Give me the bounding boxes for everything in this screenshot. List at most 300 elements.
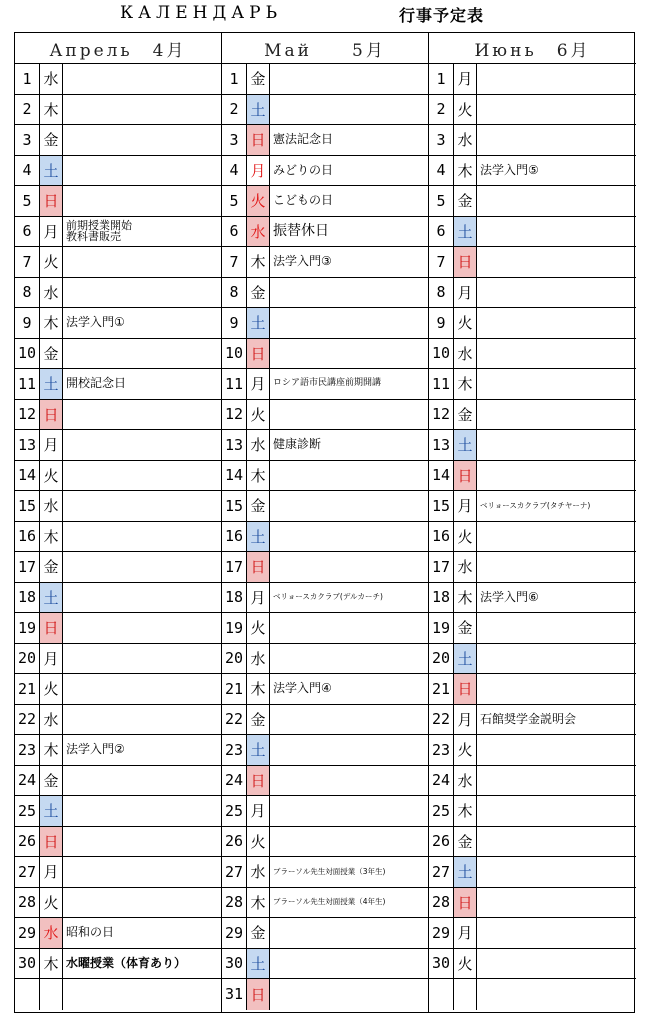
day-number: 3: [222, 125, 247, 155]
weekday: 月: [40, 857, 63, 887]
event-text: [63, 156, 221, 186]
calendar-row: [15, 369, 221, 400]
calendar-row: [429, 796, 636, 827]
weekday: 土: [247, 95, 270, 125]
day-number: 22: [15, 705, 40, 735]
weekday: 金: [454, 827, 477, 857]
day-number: 10: [429, 339, 454, 369]
calendar-row: [429, 674, 636, 705]
calendar-row: [15, 217, 221, 248]
day-number: 29: [429, 918, 454, 948]
event-text: [477, 644, 636, 674]
day-number: 23: [429, 735, 454, 765]
calendar-row: [222, 613, 428, 644]
event-text: [63, 278, 221, 308]
calendar-row: [15, 400, 221, 431]
weekday: 土: [454, 430, 477, 460]
event-text: [477, 796, 636, 826]
event-text: [477, 461, 636, 491]
weekday: 火: [454, 949, 477, 979]
event-text: [477, 979, 636, 1010]
day-number: 4: [222, 156, 247, 186]
weekday: 火: [454, 95, 477, 125]
day-number: 11: [222, 369, 247, 399]
day-number: 15: [15, 491, 40, 521]
event-text: [477, 949, 636, 979]
day-number: 28: [15, 888, 40, 918]
calendar-row: [15, 735, 221, 766]
calendar-row: [429, 186, 636, 217]
calendar-row: [222, 64, 428, 95]
calendar-row: [222, 217, 428, 248]
weekday: 日: [247, 979, 270, 1010]
day-number: 20: [429, 644, 454, 674]
weekday: 火: [454, 308, 477, 338]
event-text: 健康診断: [273, 437, 322, 452]
title-japanese: 行事予定表: [399, 6, 485, 25]
event-text: 憲法記念日: [273, 132, 334, 147]
calendar-row: [222, 461, 428, 492]
calendar-row: [429, 278, 636, 309]
calendar-row: [222, 369, 428, 400]
calendar-row: [222, 705, 428, 736]
weekday: 土: [454, 857, 477, 887]
calendar-row: [429, 918, 636, 949]
calendar-row: [429, 64, 636, 95]
day-number: 16: [222, 522, 247, 552]
day-number: 4: [429, 156, 454, 186]
weekday: [454, 979, 477, 1010]
day-number: 28: [429, 888, 454, 918]
event-text: 石館奨学金説明会: [480, 711, 577, 726]
day-number: 30: [15, 949, 40, 979]
calendar-row: [222, 888, 428, 919]
event-text: [270, 522, 428, 552]
calendar-row: [15, 674, 221, 705]
day-number: 24: [429, 766, 454, 796]
event-text: 法学入門①: [66, 315, 125, 330]
event-text: [270, 400, 428, 430]
weekday: 月: [454, 705, 477, 735]
day-number: 4: [15, 156, 40, 186]
event-text: [477, 217, 636, 247]
day-number: 8: [429, 278, 454, 308]
weekday: 日: [40, 400, 63, 430]
weekday: 土: [247, 735, 270, 765]
day-number: 8: [15, 278, 40, 308]
weekday: 木: [247, 461, 270, 491]
weekday: 火: [247, 827, 270, 857]
weekday: 木: [40, 522, 63, 552]
day-number: 14: [15, 461, 40, 491]
event-text: 開校記念日: [66, 376, 127, 391]
day-number: 16: [15, 522, 40, 552]
day-number: 28: [222, 888, 247, 918]
day-number: 12: [15, 400, 40, 430]
weekday: 月: [454, 491, 477, 521]
calendar-row: [15, 247, 221, 278]
event-text: [63, 796, 221, 826]
calendar-row: [15, 64, 221, 95]
event-text: ベリョースカクラブ(タチヤーナ): [480, 500, 591, 510]
day-number: 19: [222, 613, 247, 643]
day-number: 30: [429, 949, 454, 979]
day-number: 9: [222, 308, 247, 338]
calendar-row: [15, 857, 221, 888]
title-russian: КАЛЕНДАРЬ: [120, 3, 283, 23]
day-number: 19: [429, 613, 454, 643]
event-text: [63, 583, 221, 613]
event-text: [477, 64, 636, 94]
event-text: [63, 552, 221, 582]
weekday: 木: [40, 95, 63, 125]
calendar-row: [429, 369, 636, 400]
event-text: [477, 125, 636, 155]
weekday: 水: [247, 430, 270, 460]
day-number: 3: [15, 125, 40, 155]
month-may: [221, 33, 428, 1012]
weekday: 金: [40, 766, 63, 796]
calendar-row: [15, 796, 221, 827]
event-text: [63, 522, 221, 552]
weekday: 月: [247, 156, 270, 186]
day-number: 25: [15, 796, 40, 826]
event-text: [63, 64, 221, 94]
calendar-row: [222, 796, 428, 827]
event-text: [63, 339, 221, 369]
event-text: [477, 674, 636, 704]
calendar-row: [429, 156, 636, 187]
day-number: 25: [222, 796, 247, 826]
event-text: [477, 247, 636, 277]
calendar-row: [429, 217, 636, 248]
event-text: 法学入門⑤: [480, 162, 539, 177]
calendar-row: [222, 247, 428, 278]
event-text: [477, 369, 636, 399]
day-number: 7: [429, 247, 454, 277]
calendar-row: [15, 613, 221, 644]
day-number: 21: [222, 674, 247, 704]
day-number: 29: [222, 918, 247, 948]
weekday: 火: [454, 522, 477, 552]
weekday: 日: [40, 613, 63, 643]
day-number: [429, 979, 454, 1010]
weekday: 水: [454, 339, 477, 369]
weekday: 木: [40, 308, 63, 338]
day-number: 31: [222, 979, 247, 1010]
weekday: 金: [40, 125, 63, 155]
weekday: 月: [247, 583, 270, 613]
day-number: 13: [15, 430, 40, 460]
event-text: [270, 979, 428, 1010]
event-text: [270, 491, 428, 521]
weekday: 土: [40, 156, 63, 186]
calendar-table: [14, 32, 635, 1013]
calendar-row: [15, 461, 221, 492]
event-text: [63, 613, 221, 643]
event-text: [270, 278, 428, 308]
day-number: 2: [429, 95, 454, 125]
event-text: [270, 918, 428, 948]
event-text: みどりの日: [273, 162, 334, 177]
calendar-row: [429, 705, 636, 736]
calendar-row: [222, 918, 428, 949]
calendar-row: [15, 186, 221, 217]
event-text: [477, 918, 636, 948]
day-number: 2: [15, 95, 40, 125]
day-number: 15: [222, 491, 247, 521]
weekday: [40, 979, 63, 1010]
weekday: 日: [247, 339, 270, 369]
event-text: [63, 491, 221, 521]
weekday: 火: [40, 247, 63, 277]
event-line: 前期授業開始: [66, 218, 132, 232]
weekday: 日: [454, 888, 477, 918]
calendar-row: [429, 125, 636, 156]
weekday: 月: [454, 278, 477, 308]
day-number: 14: [429, 461, 454, 491]
weekday: 木: [454, 369, 477, 399]
day-number: 9: [429, 308, 454, 338]
event-text: ロシア語市民講座前期開講: [273, 378, 382, 389]
weekday: 月: [40, 217, 63, 247]
calendar-row: [222, 400, 428, 431]
calendar-row: [222, 827, 428, 858]
day-number: 20: [15, 644, 40, 674]
day-number: 3: [429, 125, 454, 155]
weekday: 土: [247, 522, 270, 552]
day-number: 5: [429, 186, 454, 216]
weekday: 土: [40, 369, 63, 399]
event-text: [477, 552, 636, 582]
day-number: 7: [222, 247, 247, 277]
calendar-row: [429, 827, 636, 858]
calendar-row: [429, 308, 636, 339]
day-number: 17: [15, 552, 40, 582]
event-text: 昭和の日: [66, 925, 115, 940]
weekday: 水: [247, 857, 270, 887]
weekday: 金: [247, 64, 270, 94]
calendar-row: [15, 644, 221, 675]
calendar-row: [429, 95, 636, 126]
weekday: 火: [247, 400, 270, 430]
calendar-row: [15, 491, 221, 522]
calendar-row: [222, 339, 428, 370]
day-number: 18: [429, 583, 454, 613]
weekday: 金: [247, 918, 270, 948]
weekday: 月: [454, 64, 477, 94]
day-number: 10: [222, 339, 247, 369]
calendar-row: [429, 583, 636, 614]
weekday: 水: [40, 278, 63, 308]
weekday: 土: [454, 217, 477, 247]
weekday: 火: [454, 735, 477, 765]
weekday: 水: [247, 217, 270, 247]
calendar-row: [15, 583, 221, 614]
event-text: 法学入門②: [66, 742, 125, 757]
weekday: 水: [454, 766, 477, 796]
weekday: 水: [454, 125, 477, 155]
calendar-row: [222, 95, 428, 126]
calendar-row: [222, 735, 428, 766]
event-text: [477, 613, 636, 643]
weekday: 日: [454, 674, 477, 704]
day-number: 23: [15, 735, 40, 765]
event-text: [477, 186, 636, 216]
calendar-row: [15, 308, 221, 339]
day-number: 21: [429, 674, 454, 704]
weekday: 金: [247, 705, 270, 735]
day-number: 22: [222, 705, 247, 735]
day-number: 23: [222, 735, 247, 765]
event-text: [477, 278, 636, 308]
day-number: 19: [15, 613, 40, 643]
day-number: 1: [429, 64, 454, 94]
weekday: 金: [454, 186, 477, 216]
weekday: 月: [247, 369, 270, 399]
event-text: 水曜授業（体育あり）: [66, 955, 187, 970]
calendar-row: [15, 705, 221, 736]
calendar-row: [15, 156, 221, 187]
weekday: 火: [247, 613, 270, 643]
month-header: Июнь 6月: [429, 33, 636, 64]
event-text: [270, 735, 428, 765]
calendar-row: [429, 613, 636, 644]
calendar-row: [15, 95, 221, 126]
day-number: [15, 979, 40, 1010]
event-text: [477, 95, 636, 125]
event-text: ブラーソル先生対面授業（4年生): [273, 897, 386, 907]
calendar-row: [222, 522, 428, 553]
day-number: 25: [429, 796, 454, 826]
weekday: 木: [40, 735, 63, 765]
weekday: 火: [247, 186, 270, 216]
day-number: 5: [15, 186, 40, 216]
event-text: [477, 522, 636, 552]
event-text: こどもの日: [273, 193, 334, 208]
day-number: 6: [222, 217, 247, 247]
day-number: 11: [15, 369, 40, 399]
calendar-row: [222, 552, 428, 583]
event-text: [63, 888, 221, 918]
day-number: 2: [222, 95, 247, 125]
event-text: [477, 339, 636, 369]
weekday: 水: [40, 705, 63, 735]
event-text: 法学入門③: [273, 254, 332, 269]
event-text: [63, 979, 221, 1010]
event-text: [477, 857, 636, 887]
event-text: [63, 95, 221, 125]
event-text: 法学入門④: [273, 681, 332, 696]
weekday: 月: [454, 918, 477, 948]
calendar-row: [429, 949, 636, 980]
event-text: [63, 247, 221, 277]
day-number: 12: [222, 400, 247, 430]
weekday: 火: [40, 888, 63, 918]
calendar-row: [222, 979, 428, 1010]
weekday: 日: [247, 125, 270, 155]
calendar-row: [429, 735, 636, 766]
weekday: 日: [247, 766, 270, 796]
day-number: 27: [15, 857, 40, 887]
calendar-row: [222, 491, 428, 522]
calendar-row: [15, 278, 221, 309]
calendar-row: [15, 522, 221, 553]
day-number: 26: [15, 827, 40, 857]
calendar-row: [15, 888, 221, 919]
weekday: 月: [40, 644, 63, 674]
day-number: 1: [222, 64, 247, 94]
calendar-row: [15, 949, 221, 980]
day-number: 17: [222, 552, 247, 582]
event-text: [270, 461, 428, 491]
day-number: 27: [222, 857, 247, 887]
calendar-row: [429, 400, 636, 431]
event-text: [270, 796, 428, 826]
day-number: 10: [15, 339, 40, 369]
weekday: 日: [40, 827, 63, 857]
calendar-row: [15, 552, 221, 583]
day-number: 30: [222, 949, 247, 979]
day-number: 7: [15, 247, 40, 277]
event-text: [477, 766, 636, 796]
calendar-row: [429, 430, 636, 461]
event-text: ブラーソル先生対面授業（3年生): [273, 866, 386, 876]
calendar-row: [429, 766, 636, 797]
weekday: 木: [247, 247, 270, 277]
event-text: [270, 613, 428, 643]
calendar-row: [222, 857, 428, 888]
day-number: 18: [222, 583, 247, 613]
month-april: [15, 33, 221, 1012]
event-text: [270, 827, 428, 857]
calendar-row: [15, 766, 221, 797]
weekday: 月: [40, 430, 63, 460]
weekday: 金: [454, 613, 477, 643]
calendar-row: [222, 125, 428, 156]
day-number: 13: [222, 430, 247, 460]
calendar-row: [222, 156, 428, 187]
event-text: [270, 705, 428, 735]
event-text: [63, 857, 221, 887]
event-text: ベリョースカクラブ(デルカーチ): [273, 592, 383, 602]
day-number: 26: [222, 827, 247, 857]
day-number: 16: [429, 522, 454, 552]
event-line: 教科書販売: [66, 230, 121, 244]
weekday: 水: [40, 491, 63, 521]
day-number: 24: [15, 766, 40, 796]
day-number: 27: [429, 857, 454, 887]
event-text: [63, 430, 221, 460]
weekday: 日: [40, 186, 63, 216]
event-text: [270, 552, 428, 582]
weekday: 水: [247, 644, 270, 674]
weekday: 木: [40, 949, 63, 979]
weekday: 木: [454, 583, 477, 613]
calendar-row: [222, 430, 428, 461]
day-number: 5: [222, 186, 247, 216]
day-number: 22: [429, 705, 454, 735]
event-text: [63, 461, 221, 491]
weekday: 土: [247, 949, 270, 979]
event-text: [477, 735, 636, 765]
event-text: [63, 217, 221, 247]
day-number: 29: [15, 918, 40, 948]
event-text: [477, 827, 636, 857]
event-text: [270, 64, 428, 94]
event-text: [270, 644, 428, 674]
weekday: 水: [40, 64, 63, 94]
